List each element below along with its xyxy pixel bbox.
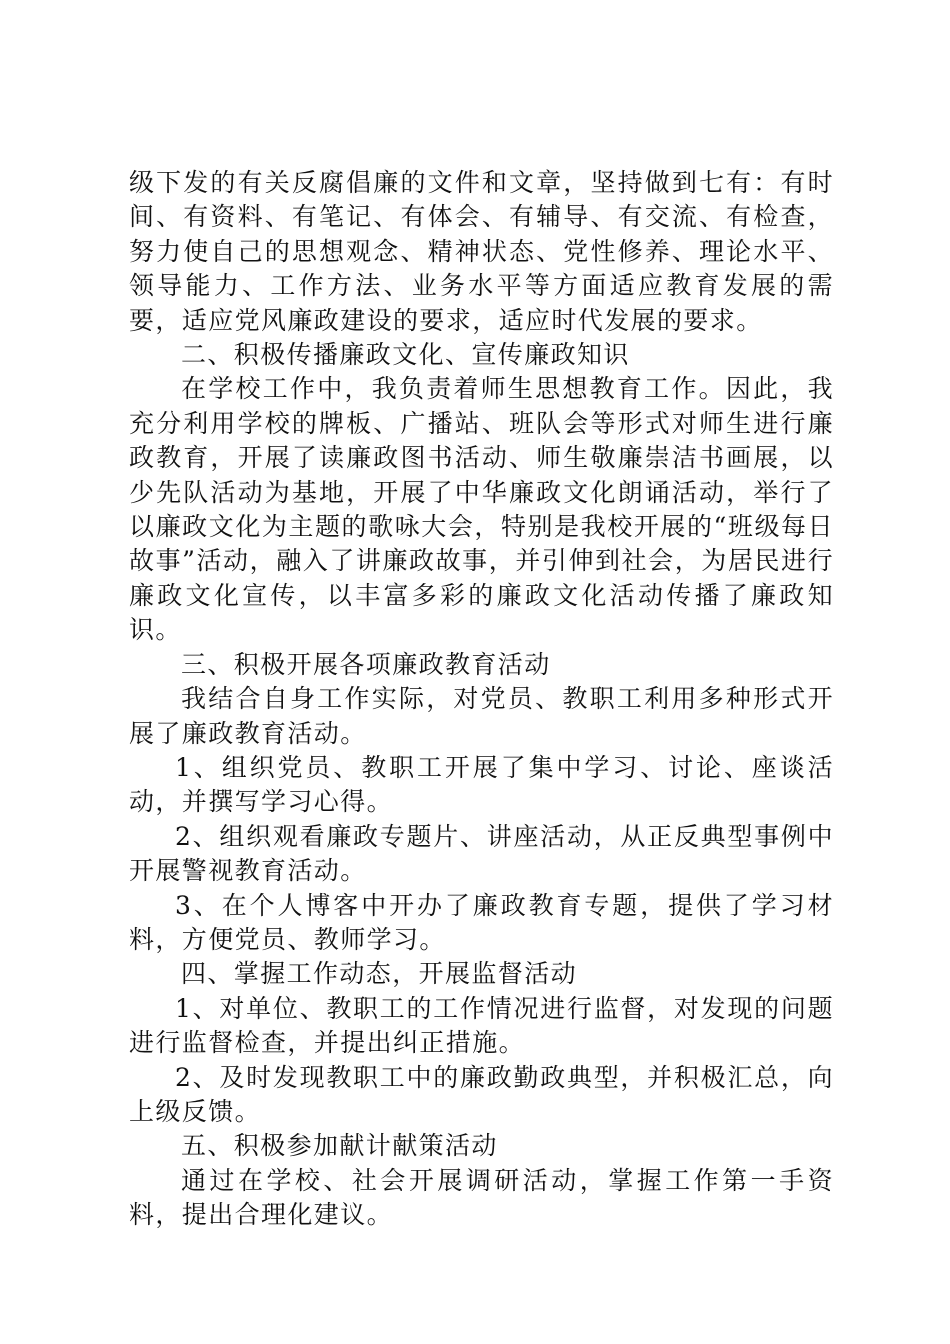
numbered-item: 1、组织党员、教职工开展了集中学习、讨论、座谈活动，并撰写学习心得。 (129, 752, 834, 817)
numbered-item: 1、对单位、教职工的工作情况进行监督，对发现的问题进行监督检查，并提出纠正措施。 (129, 993, 834, 1058)
numbered-item: 2、及时发现教职工中的廉政勤政典型，并积极汇总，向上级反馈。 (129, 1062, 834, 1126)
section-heading: 五、积极参加献计献策活动 (181, 1131, 498, 1161)
numbered-item: 2、组织观看廉政专题片、讲座活动，从正反典型事例中开展警视教育活动。 (129, 821, 834, 886)
section-heading: 三、积极开展各项廉政教育活动 (181, 649, 551, 679)
section-heading: 四、掌握工作动态，开展监督活动 (181, 959, 578, 989)
body-paragraph: 通过在学校、社会开展调研活动，掌握工作第一手资料，提出合理化建议。 (129, 1165, 834, 1230)
body-paragraph: 在学校工作中，我负责着师生思想教育工作。因此，我充分利用学校的牌板、广播站、班队会等形式对师生进行廉政教育，开展了读廉政图书活动、师生敬廉崇洁书画展，以少先队活动为基地，开展了中华廉政文化朗诵活动，举行了以廉政文化为主题的歌咏大会，特别是我校开展的“班级每日故事”活动，融入了讲廉政故事，并引伸到社会，为居民进行廉政文化宣传，以丰富多彩的廉政文化活动传播了廉政知识。 (129, 374, 834, 645)
section-heading: 二、积极传播廉政文化、宣传廉政知识 (181, 340, 630, 370)
document-body (129, 166, 834, 1233)
body-paragraph: 我结合自身工作实际，对党员、教职工利用多种形式开展了廉政教育活动。 (129, 684, 834, 748)
body-paragraph: 级下发的有关反腐倡廉的文件和文章，坚持做到七有：有时间、有资料、有笔记、有体会、有辅导、有交流、有检查，努力使自己的思想观念、精神状态、党性修养、理论水平、领导能力、工作方法、业务水平等方面适应教育发展的需要，适应党风廉政建设的要求，适应时代发展的要求。 (129, 168, 834, 335)
numbered-item: 3、在个人博客中开办了廉政教育专题，提供了学习材料，方便党员、教师学习。 (129, 890, 834, 954)
